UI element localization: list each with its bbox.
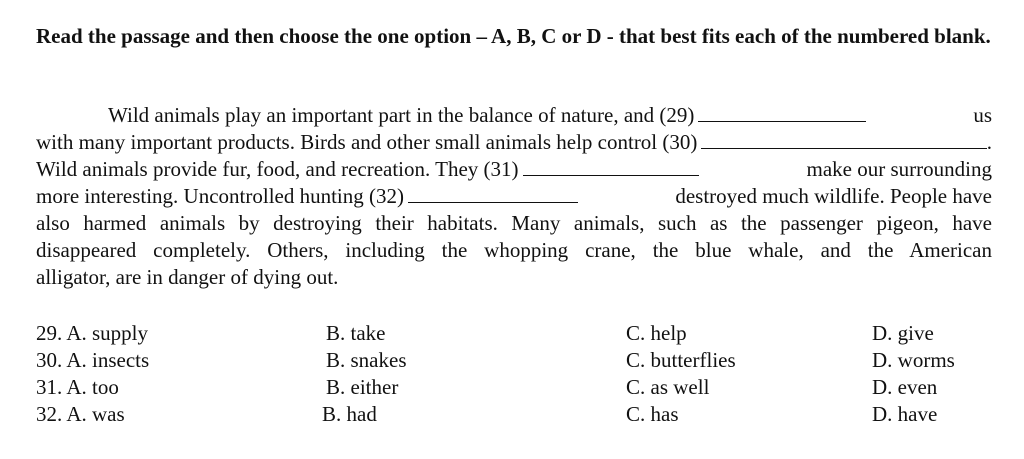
passage-text: make our surrounding	[806, 157, 992, 181]
blank-31[interactable]	[523, 157, 699, 176]
option-d[interactable]: D. even	[872, 375, 938, 399]
option-d[interactable]: D. worms	[872, 348, 955, 372]
blank-30[interactable]	[701, 130, 986, 149]
option-b[interactable]: B. either	[326, 375, 399, 399]
passage-text: destroyed much wildlife. People have	[675, 184, 992, 208]
passage-line-7: alligator, are in danger of dying out.	[36, 265, 339, 289]
passage-text: us	[973, 103, 992, 127]
option-b[interactable]: B. had	[322, 402, 377, 426]
blank-29[interactable]	[698, 103, 866, 122]
option-a[interactable]: 31. A. too	[36, 375, 119, 399]
question-32	[36, 401, 996, 428]
option-b[interactable]: B. take	[326, 321, 386, 345]
passage-text: .	[986, 130, 992, 154]
option-c[interactable]: C. as well	[626, 375, 710, 399]
question-29	[36, 320, 996, 347]
option-c[interactable]: C. help	[626, 321, 687, 345]
option-a[interactable]: 29. A. supply	[36, 321, 149, 345]
option-a[interactable]: 30. A. insects	[36, 348, 150, 372]
passage-line-2	[36, 129, 992, 156]
option-c[interactable]: C. butterflies	[626, 348, 736, 372]
question-30	[36, 347, 996, 374]
passage-text: more interesting. Uncontrolled hunting (32)	[36, 184, 405, 208]
passage-text: Wild animals play an important part in the balance of nature, and (29)	[108, 103, 695, 127]
answer-options	[36, 320, 996, 428]
question-31	[36, 374, 996, 401]
passage-line-5: also harmed animals by destroying their habitats. Many animals, such as the passenger pigeon, have	[36, 211, 992, 235]
option-d[interactable]: D. give	[872, 321, 934, 345]
option-d[interactable]: D. have	[872, 402, 938, 426]
reading-passage	[36, 102, 992, 291]
passage-line-1	[36, 102, 992, 129]
instructions-heading: Read the passage and then choose the one option – A, B, C or D - that best fits each of the numbered blank.	[36, 24, 991, 48]
passage-line-6: disappeared completely. Others, including the whopping crane, the blue whale, and the American	[36, 238, 992, 262]
blank-32[interactable]	[408, 184, 578, 203]
passage-line-4	[36, 183, 992, 210]
option-b[interactable]: B. snakes	[326, 348, 407, 372]
option-c[interactable]: C. has	[626, 402, 679, 426]
option-a[interactable]: 32. A. was	[36, 402, 125, 426]
passage-text: with many important products. Birds and other small animals help control (30)	[36, 130, 698, 154]
passage-line-3	[36, 156, 992, 183]
passage-text: Wild animals provide fur, food, and recreation. They (31)	[36, 157, 519, 181]
